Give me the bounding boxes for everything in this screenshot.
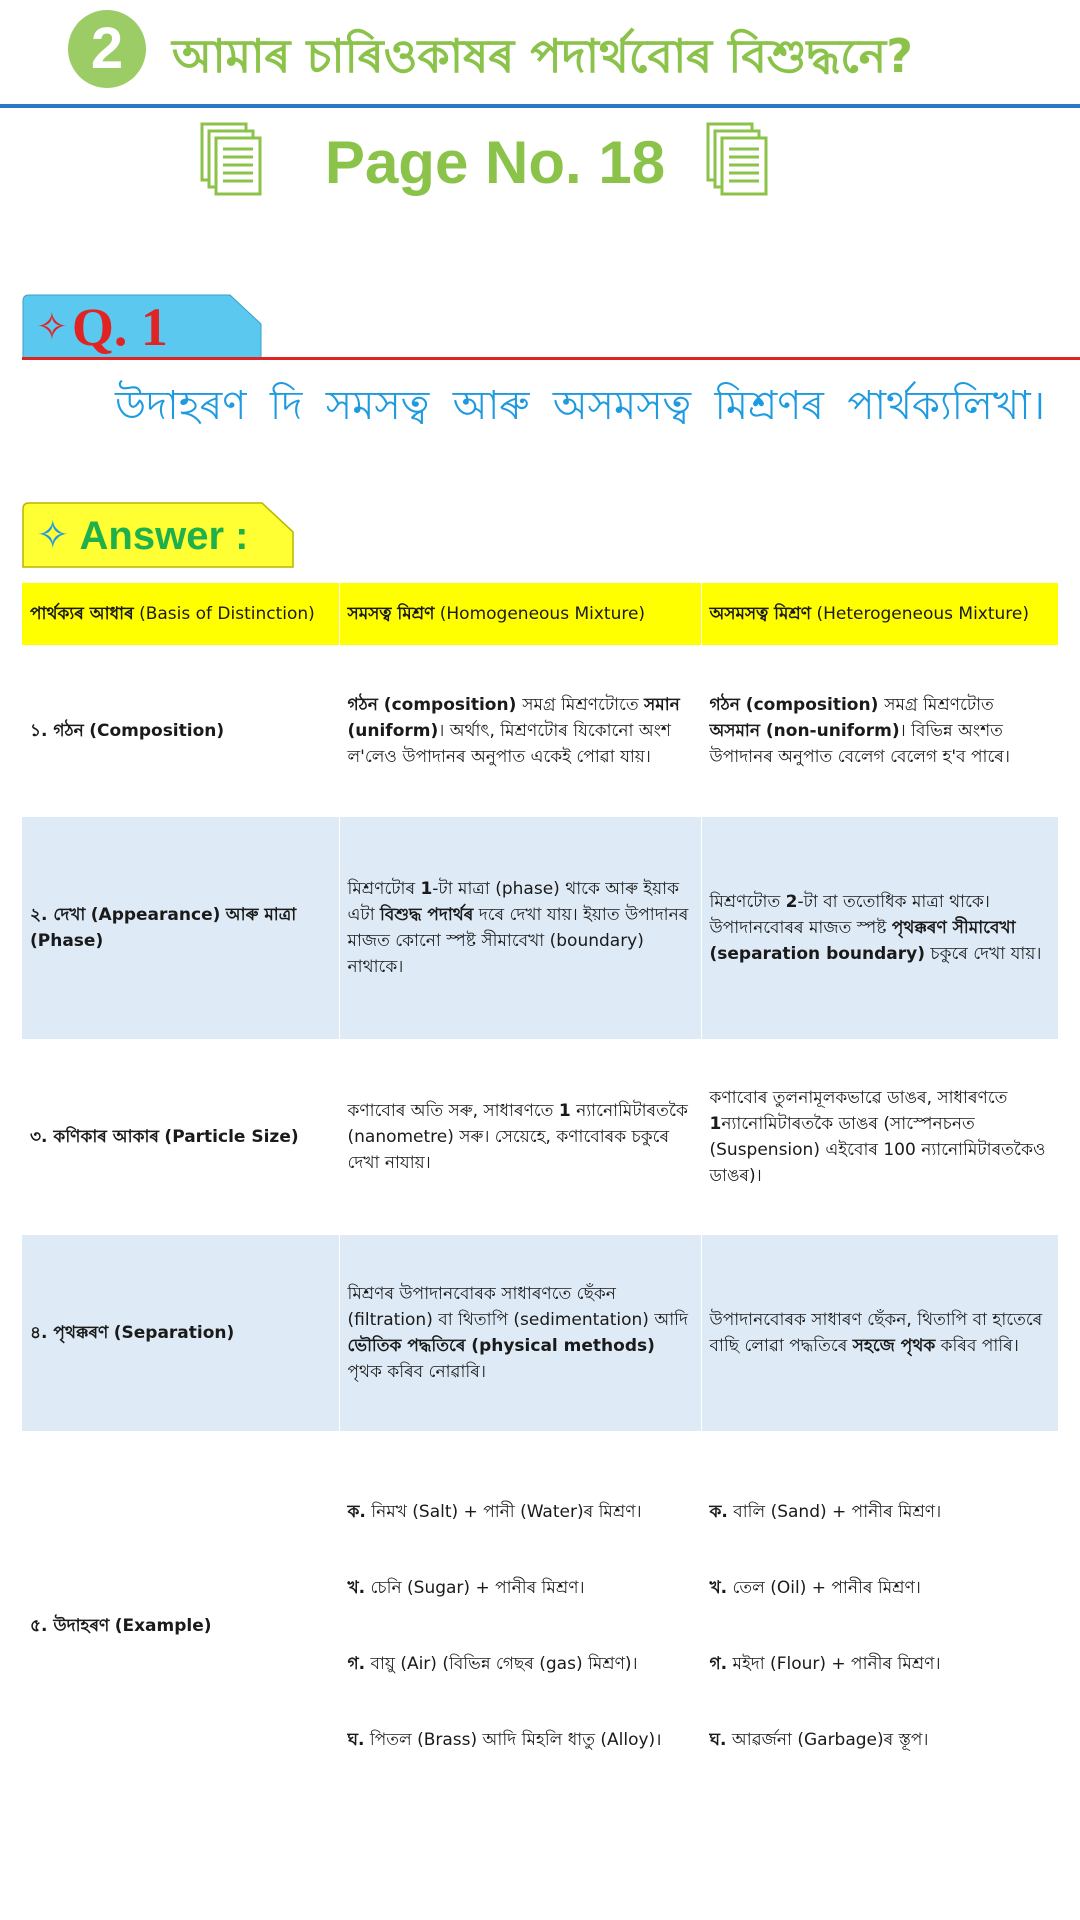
document-stack-icon bbox=[200, 122, 262, 198]
question-divider bbox=[22, 357, 1080, 360]
example-item: খ. তেল (Oil) + পানীৰ মিশ্ৰণ। bbox=[709, 1578, 921, 1598]
table-header-row bbox=[22, 583, 1058, 645]
example-item: গ. মইদা (Flour) + পানীৰ মিশ্ৰণ। bbox=[709, 1654, 941, 1674]
answer-label bbox=[36, 502, 248, 568]
table-row bbox=[22, 645, 1058, 817]
heterogeneous-cell: গঠন (composition) সমগ্ৰ মিশ্ৰণটোত অসমান (non-uniform)। বিভিন্ন অংশত উপাদানৰ অনুপাত বেলেগ বেলেগ হ'ব পাৰে। bbox=[701, 645, 1058, 817]
example-item: খ. চেনি (Sugar) + পানীৰ মিশ্ৰণ। bbox=[347, 1578, 585, 1598]
answer-heading: Answer : bbox=[79, 513, 249, 558]
heterogeneous-cell: উপাদানবোৰক সাধাৰণ ছেঁকন, থিতাপি বা হাতেৰে বাছি লোৱা পদ্ধতিৰে সহজে পৃথক কৰিব পাৰি। bbox=[701, 1235, 1058, 1431]
question-number: Q. 1 bbox=[71, 296, 168, 357]
heterogeneous-cell: মিশ্ৰণটোত 2-টা বা ততোধিক মাত্ৰা থাকে। উপাদানবোৰৰ মাজত স্পষ্ট পৃথক্কৰণ সীমাবেখা (separation boundary) চকুৰে দেখা যায়। bbox=[701, 817, 1058, 1039]
header-heterogeneous: অসমসত্ব মিশ্ৰণ (Heterogeneous Mixture) bbox=[701, 583, 1058, 645]
table-row bbox=[22, 1235, 1058, 1431]
homogeneous-cell: কণাবোৰ অতি সৰু, সাধাৰণতে 1 ন্যানোমিটাৰতকৈ (nanometre) সৰু। সেয়েহে, কণাবোৰক চকুৰে দেখা নাযায়। bbox=[339, 1039, 701, 1235]
comparison-table bbox=[22, 583, 1059, 1821]
example-item: ঘ. পিতল (Brass) আদি মিহলি ধাতু (Alloy)। bbox=[347, 1730, 662, 1750]
table-row bbox=[22, 1039, 1058, 1235]
basis-cell: ৪. পৃথক্কৰণ (Separation) bbox=[22, 1235, 339, 1431]
basis-cell: ৩. কণিকাৰ আকাৰ (Particle Size) bbox=[22, 1039, 339, 1235]
example-item: ঘ. আৱৰ্জনা (Garbage)ৰ স্তূপ। bbox=[709, 1730, 929, 1750]
header-homogeneous: সমসত্ব মিশ্ৰণ (Homogeneous Mixture) bbox=[339, 583, 701, 645]
header-divider bbox=[0, 104, 1080, 108]
header-basis: পাৰ্থক্যৰ আধাৰ (Basis of Distinction) bbox=[22, 583, 339, 645]
sparkle-icon: ✧ bbox=[36, 512, 70, 559]
basis-cell: ২. দেখা (Appearance) আৰু মাত্ৰা (Phase) bbox=[22, 817, 339, 1039]
heterogeneous-cell: কণাবোৰ তুলনামূলকভাৱে ডাঙৰ, সাধাৰণতে 1ন্যানোমিটাৰতকৈ ডাঙৰ (সাস্পেনচনত (Suspension) এইবোৰ 100 ন্যানোমিটাৰতকৈও ডাঙৰ)। bbox=[701, 1039, 1058, 1235]
heterogeneous-cell bbox=[701, 1431, 1058, 1821]
homogeneous-cell: মিশ্ৰণটোৰ 1-টা মাত্ৰা (phase) থাকে আৰু ইয়াক এটা বিশুদ্ধ পদাৰ্থৰ দৰে দেখা যায়। ইয়াত উপাদানৰ মাজত কোনো স্পষ্ট সীমাবেখা (boundary) নাথাকে। bbox=[339, 817, 701, 1039]
example-item: ক. নিমখ (Salt) + পানী (Water)ৰ মিশ্ৰণ। bbox=[347, 1502, 642, 1522]
homogeneous-cell: মিশ্ৰণৰ উপাদানবোৰক সাধাৰণতে ছেঁকন (filtration) বা থিতাপি (sedimentation) আদি ভৌতিক পদ্ধতিৰে (physical methods) পৃথক কৰিব নোৱাৰি। bbox=[339, 1235, 701, 1431]
basis-cell: ৫. উদাহৰণ (Example) bbox=[22, 1431, 339, 1821]
example-item: গ. বায়ু (Air) (বিভিন্ন গেছৰ (gas) মিশ্ৰণ)। bbox=[347, 1654, 638, 1674]
document-stack-icon bbox=[706, 122, 768, 198]
homogeneous-cell: গঠন (composition) সমগ্ৰ মিশ্ৰণটোতে সমান (uniform)। অৰ্থাৎ, মিশ্ৰণটোৰ যিকোনো অংশ ল'লেও উপাদানৰ অনুপাত একেই পোৱা যায়। bbox=[339, 645, 701, 817]
table-row bbox=[22, 817, 1058, 1039]
question-text: উদাহৰণ দি সমসত্ব আৰু অসমসত্ব মিশ্ৰণৰ পাৰ্থক্যলিখা। bbox=[115, 383, 1045, 429]
sparkle-icon: ✧ bbox=[36, 304, 68, 349]
example-item: ক. বালি (Sand) + পানীৰ মিশ্ৰণ। bbox=[709, 1502, 942, 1522]
chapter-title: আমাৰ চাৰিওকাষৰ পদাৰ্থবোৰ বিশুদ্ধনে? bbox=[172, 29, 913, 83]
page-number: Page No. 18 bbox=[324, 129, 666, 196]
table-row bbox=[22, 1431, 1058, 1821]
question-label bbox=[36, 294, 168, 358]
chapter-number-badge: 2 bbox=[68, 10, 146, 88]
basis-cell: ১. গঠন (Composition) bbox=[22, 645, 339, 817]
homogeneous-cell bbox=[339, 1431, 701, 1821]
